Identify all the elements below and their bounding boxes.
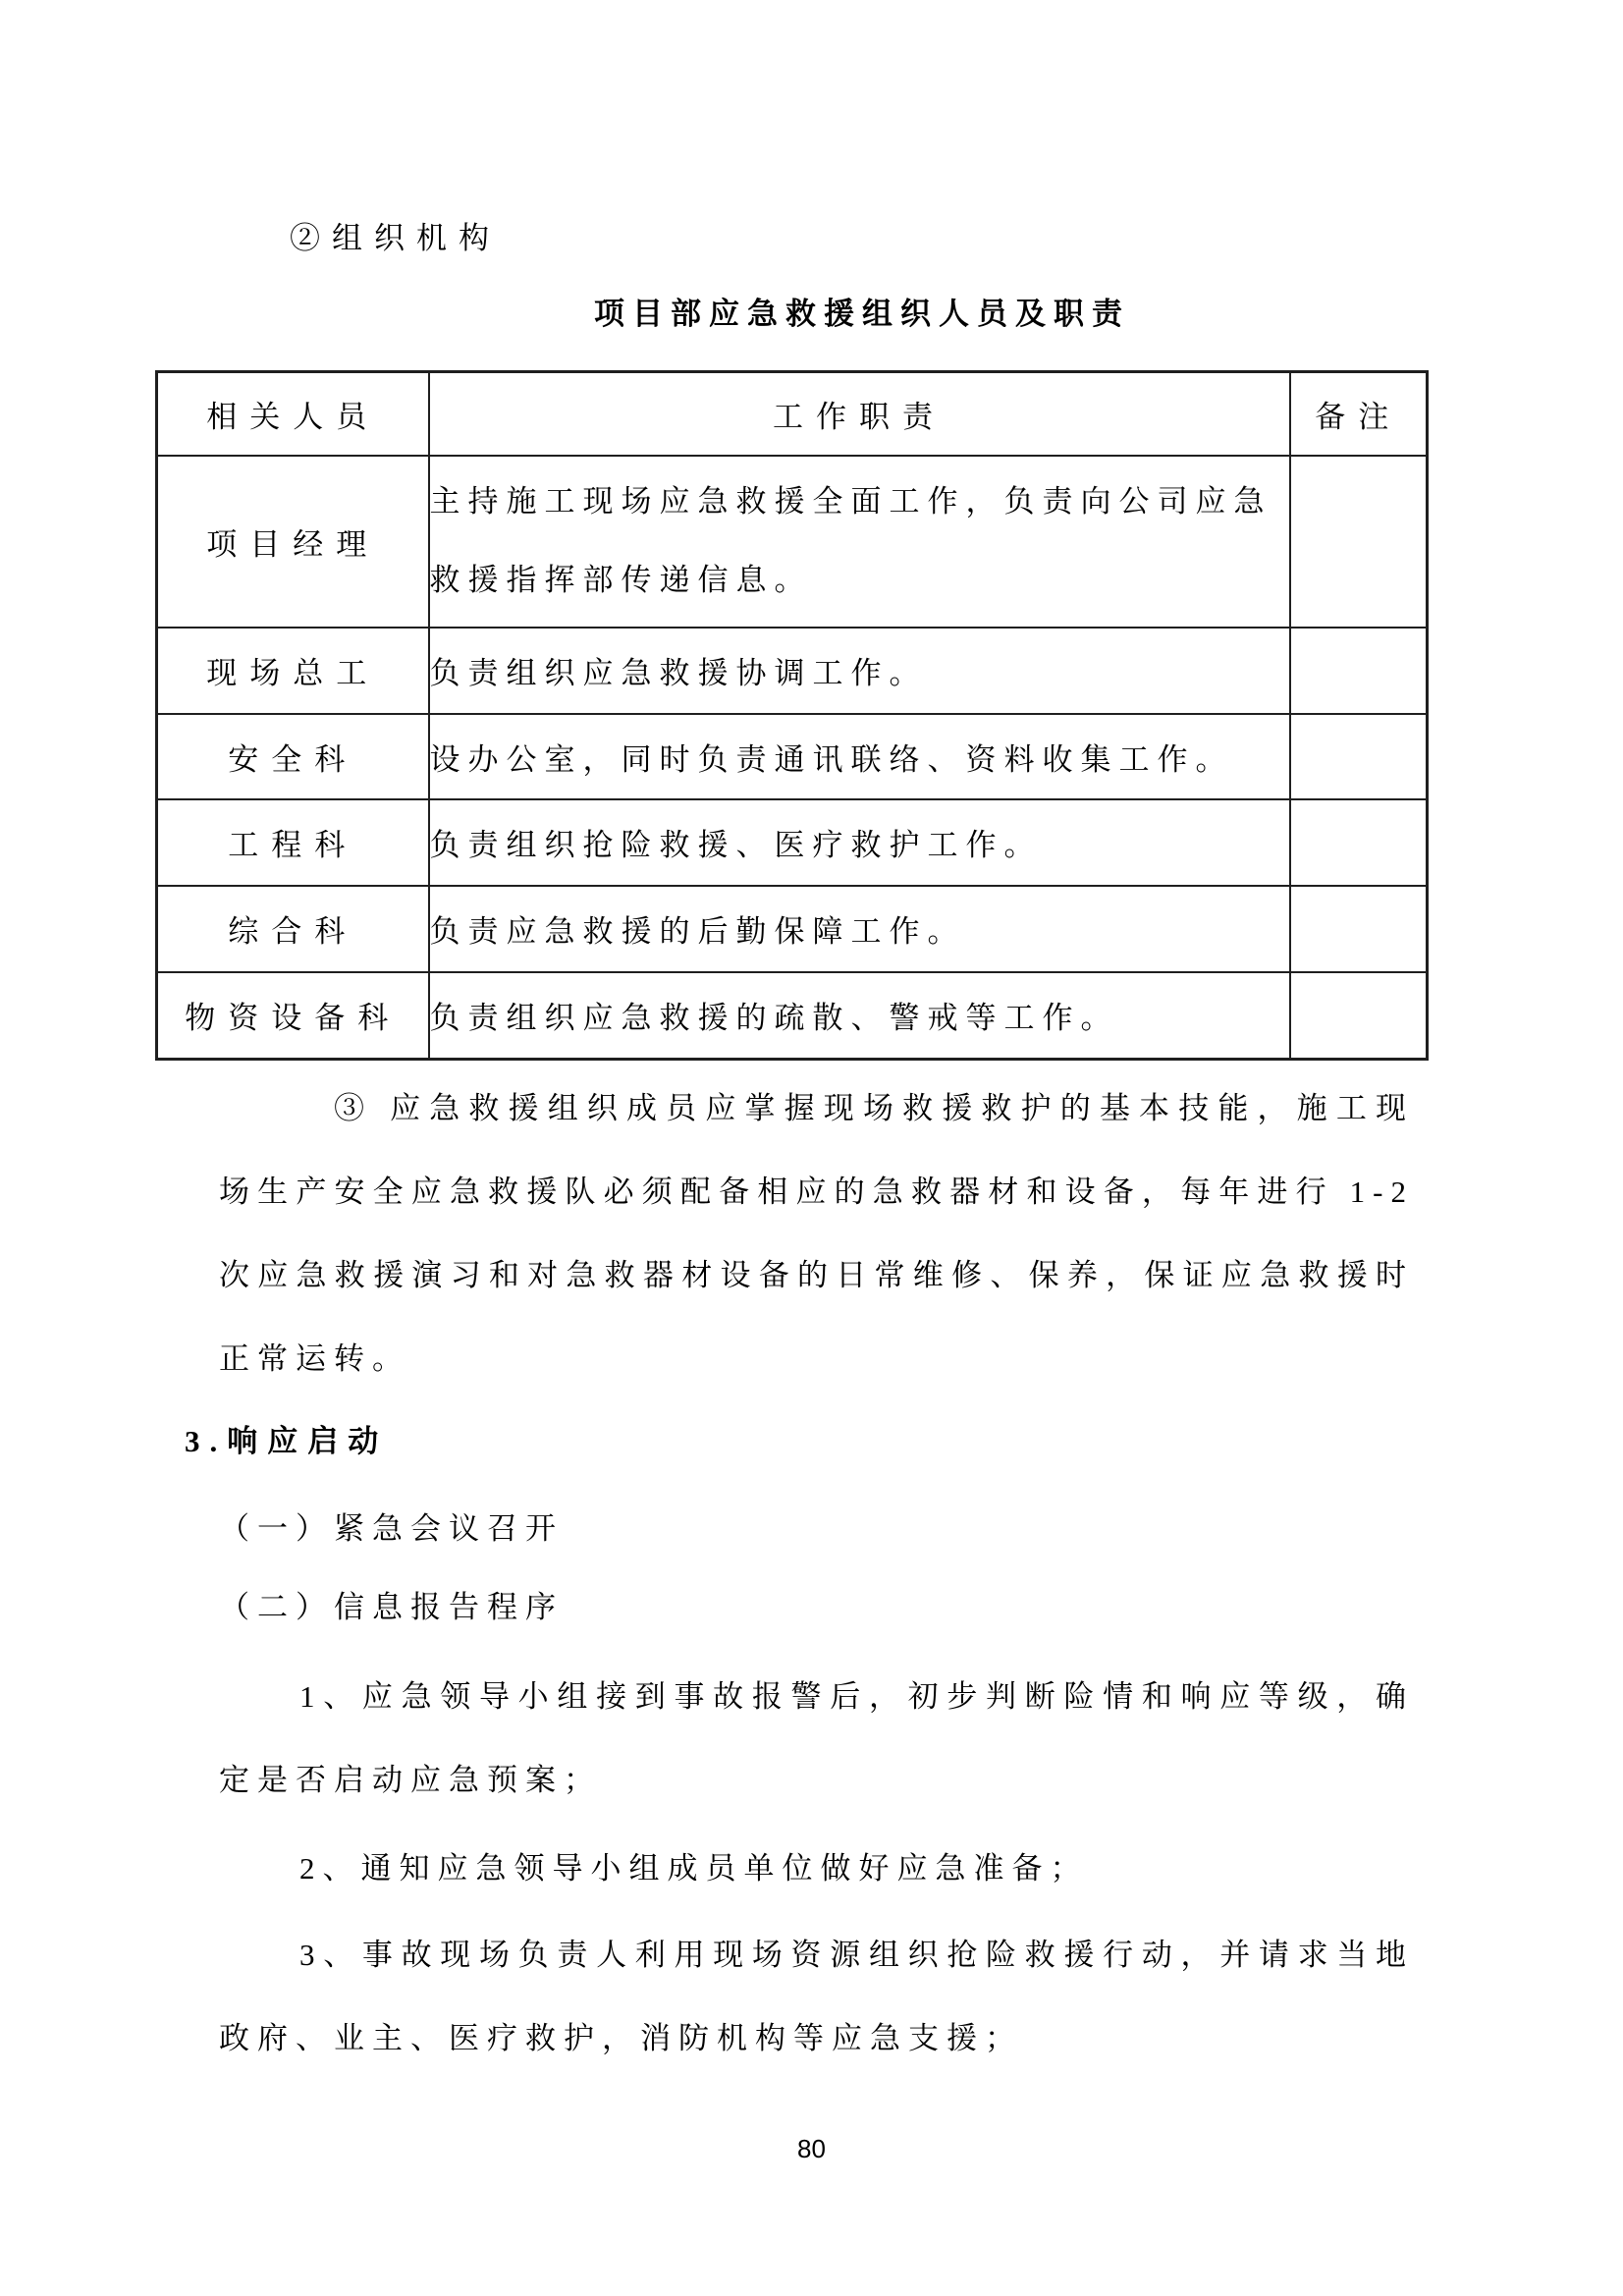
cell-person: 安全科 bbox=[157, 714, 429, 799]
table-row bbox=[157, 714, 1428, 799]
numbered-item-3 bbox=[219, 1913, 1414, 2080]
paragraph-line: 3、事故现场负责人利用现场资源组织抢险救援行动，并请求当地 bbox=[299, 1938, 1414, 1972]
header-person: 相关人员 bbox=[157, 372, 429, 456]
header-note: 备注 bbox=[1290, 372, 1428, 456]
paragraph-line: 1、应急领导小组接到事故报警后，初步判断险情和响应等级，确 bbox=[299, 1679, 1414, 1714]
table-header-row bbox=[157, 372, 1428, 456]
cell-note bbox=[1290, 714, 1428, 799]
duty-line: 主持施工现场应急救援全面工作，负责向公司应急 bbox=[429, 484, 1272, 519]
page-number: 80 bbox=[797, 2134, 826, 2163]
numbered-item-2 bbox=[219, 1827, 1414, 1910]
section-heading-response: 3.响应启动 bbox=[185, 1424, 389, 1458]
paragraph-line: ③ 应急救援组织成员应掌握现场救援救护的基本技能，施工现 bbox=[334, 1091, 1414, 1125]
paragraph-line: 场生产安全应急救援队必须配备相应的急救器材和设备，每年进行 1-2 bbox=[219, 1175, 1414, 1209]
header-duty: 工作职责 bbox=[429, 372, 1290, 456]
responsibility-table bbox=[155, 370, 1429, 1061]
cell-note bbox=[1290, 972, 1428, 1060]
cell-person: 项目经理 bbox=[157, 456, 429, 628]
cell-note bbox=[1290, 799, 1428, 886]
table-row bbox=[157, 799, 1428, 886]
cell-note bbox=[1290, 628, 1428, 714]
cell-person: 工程科 bbox=[157, 799, 429, 886]
paragraph-item3 bbox=[219, 1066, 1414, 1400]
cell-duty: 负责应急救援的后勤保障工作。 bbox=[429, 886, 1290, 972]
table-row bbox=[157, 456, 1428, 628]
paragraph-line: 次应急救援演习和对急救器材设备的日常维修、保养，保证应急救援时 bbox=[219, 1258, 1414, 1292]
paragraph-line: 政府、业主、医疗救护，消防机构等应急支援； bbox=[219, 2021, 1023, 2055]
section-heading-org: ②组织机构 bbox=[290, 221, 501, 255]
table-row bbox=[157, 972, 1428, 1060]
subsection-emergency-meeting: （一）紧急会议召开 bbox=[219, 1511, 564, 1546]
subsection-info-report: （二）信息报告程序 bbox=[219, 1590, 564, 1624]
table-title: 项目部应急救援组织人员及职责 bbox=[594, 297, 1130, 331]
numbered-item-1 bbox=[219, 1655, 1414, 1822]
table-row bbox=[157, 628, 1428, 714]
cell-person: 物资设备科 bbox=[157, 972, 429, 1060]
paragraph-line: 定是否启动应急预案； bbox=[219, 1763, 602, 1797]
cell-note bbox=[1290, 886, 1428, 972]
cell-note bbox=[1290, 456, 1428, 628]
cell-duty: 设办公室，同时负责通讯联络、资料收集工作。 bbox=[429, 714, 1290, 799]
duty-line: 救援指挥部传递信息。 bbox=[429, 563, 813, 597]
paragraph-line: 2、通知应急领导小组成员单位做好应急准备； bbox=[299, 1851, 1089, 1886]
cell-duty: 负责组织应急救援的疏散、警戒等工作。 bbox=[429, 972, 1290, 1060]
cell-duty: 负责组织应急救援协调工作。 bbox=[429, 628, 1290, 714]
paragraph-line: 正常运转。 bbox=[219, 1341, 410, 1376]
cell-person: 综合科 bbox=[157, 886, 429, 972]
cell-duty: 负责组织抢险救援、医疗救护工作。 bbox=[429, 799, 1290, 886]
cell-person: 现场总工 bbox=[157, 628, 429, 714]
cell-duty bbox=[429, 456, 1290, 628]
table-row bbox=[157, 886, 1428, 972]
